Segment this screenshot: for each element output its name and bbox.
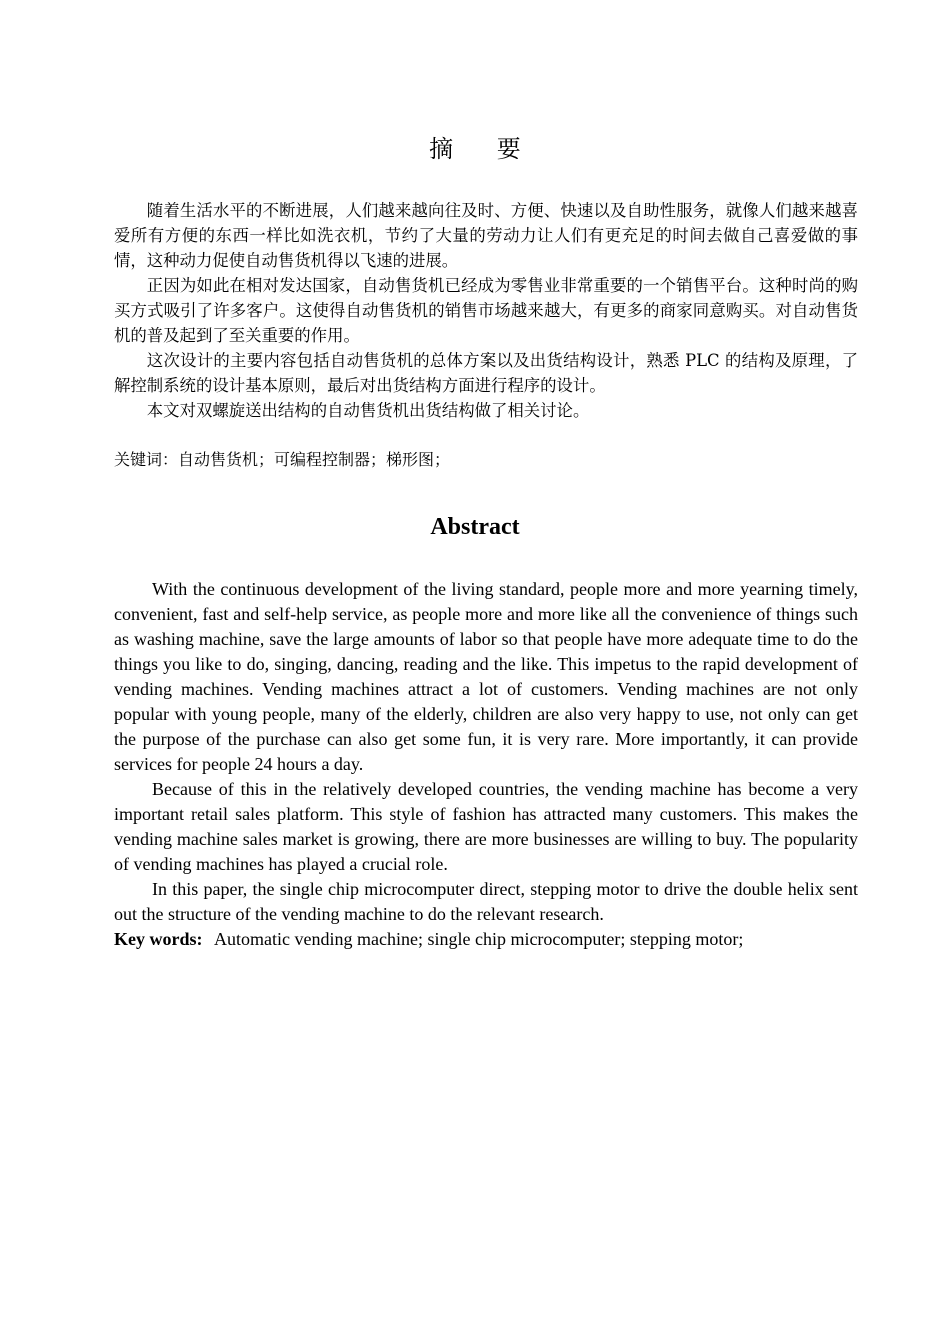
chinese-keywords: 关键词：自动售货机；可编程控制器；梯形图； — [114, 450, 451, 469]
chinese-paragraph-2: 正因为如此在相对发达国家，自动售货机已经成为零售业非常重要的一个销售平台。这种时尚的购买方式吸引了许多客户。这使得自动售货机的销售市场越来越大，有更多的商家同意购买。对自动售货机的普及起到了至关重要的作用。 — [114, 276, 858, 345]
english-abstract-body — [114, 577, 858, 952]
chinese-paragraph-3: 这次设计的主要内容包括自动售货机的总体方案以及出货结构设计，熟悉 PLC 的结构及原理，了解控制系统的设计基本原则，最后对出货结构方面进行程序的设计。 — [114, 351, 858, 395]
english-paragraph-3: In this paper, the single chip microcomputer direct, stepping motor to drive the double helix sent out the structure of the vending machine to do the relevant research. — [114, 879, 858, 924]
chinese-paragraph-1: 随着生活水平的不断进展，人们越来越向往及时、方便、快速以及自助性服务，就像人们越来越喜爱所有方便的东西一样比如洗衣机，节约了大量的劳动力让人们有更充足的时间去做自己喜爱做的事情，这种动力促使自动售货机得以飞速的进展。 — [114, 201, 858, 270]
english-keywords — [114, 927, 858, 952]
english-keywords-label: Key words: — [114, 929, 203, 949]
chinese-abstract-body — [114, 198, 858, 423]
english-paragraph-2: Because of this in the relatively developed countries, the vending machine has become a very important retail sales platform. This style of fashion has attracted many customers. This makes the vending machine sales market is growing, there are more businesses are willing to buy. The popularity of vending machines has played a crucial role. — [114, 779, 858, 874]
english-keywords-text: Automatic vending machine; single chip microcomputer; stepping motor; — [214, 929, 744, 949]
english-paragraph-1: With the continuous development of the living standard, people more and more yearning timely, convenient, fast and self-help service, as people more and more like all the convenience of things such as washing machine, save the large amounts of labor so that people have more adequate time to do the things you like to do, singing, dancing, reading and the like. This impetus to the rapid development of vending machines. Vending machines attract a lot of customers. Vending machines are not only popular with young people, many of the elderly, children are also very happy to use, not only can get the purpose of the purchase can also get some fun, it is very rare. More importantly, it can provide services for people 24 hours a day. — [114, 579, 858, 774]
chinese-abstract-title: 摘 要 — [429, 135, 539, 163]
chinese-paragraph-4: 本文对双螺旋送出结构的自动售货机出货结构做了相关讨论。 — [146, 401, 590, 420]
english-abstract-title: Abstract — [430, 514, 520, 540]
